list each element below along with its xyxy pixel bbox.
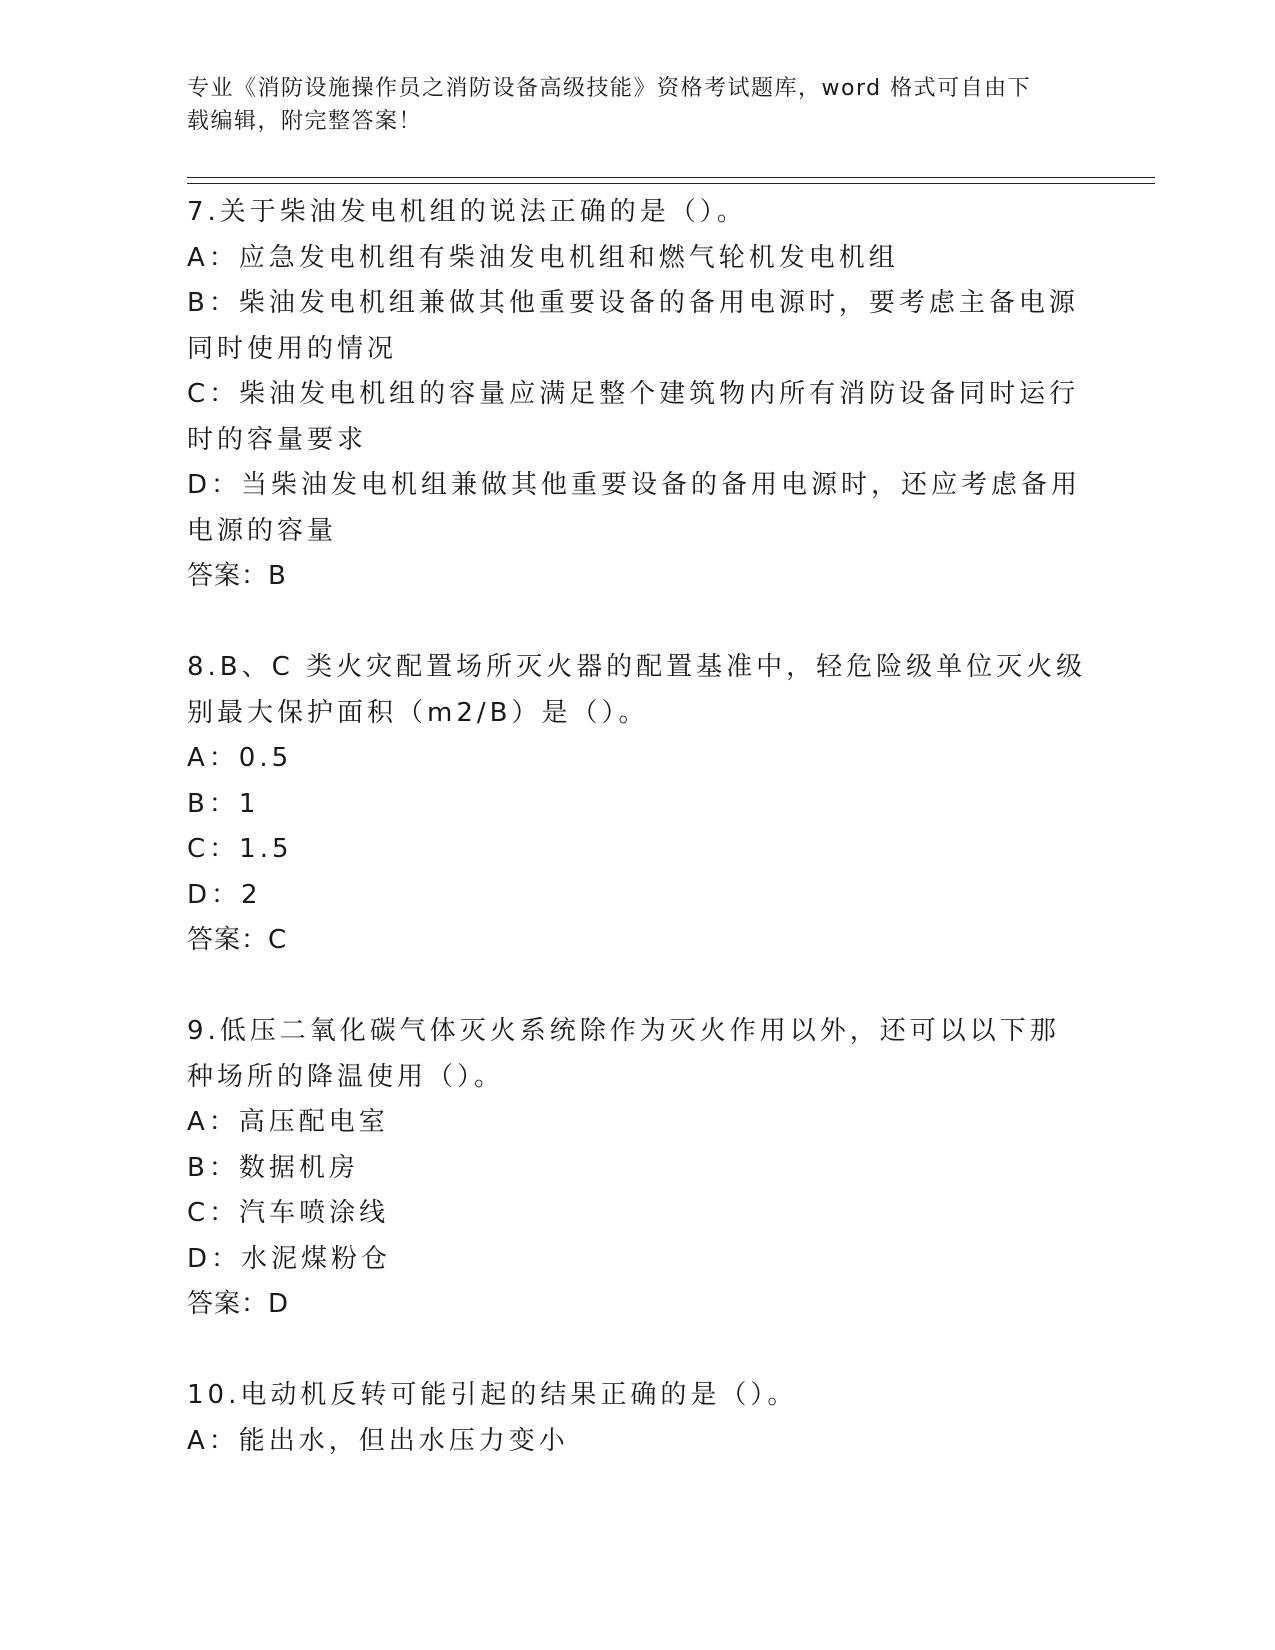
option-c: C：汽车喷涂线 bbox=[187, 1198, 390, 1228]
option-a: A：0.5 bbox=[187, 743, 293, 773]
option-c: C：柴油发电机组的容量应满足整个建筑物内所有消防设备同时运行时的容量要求 bbox=[187, 379, 1080, 455]
option-c: C：1.5 bbox=[187, 834, 293, 864]
question-item-10 bbox=[187, 1373, 1087, 1464]
question-spacer bbox=[187, 1328, 1087, 1374]
header-line-1: 专业《消防设施操作员之消防设备高级技能》资格考试题库，word 格式可自由下 bbox=[187, 76, 1032, 101]
header-divider-bottom bbox=[187, 183, 1155, 184]
question-stem: 10.电动机反转可能引起的结果正确的是（）。 bbox=[187, 1380, 798, 1410]
question-stem: 7.关于柴油发电机组的说法正确的是（）。 bbox=[187, 197, 747, 227]
question-list bbox=[187, 190, 1087, 1464]
question-spacer bbox=[187, 964, 1087, 1010]
option-a: A：能出水，但出水压力变小 bbox=[187, 1425, 569, 1456]
option-d: D：水泥煤粉仓 bbox=[187, 1243, 392, 1274]
header-divider-top bbox=[187, 177, 1155, 178]
question-spacer bbox=[187, 600, 1087, 646]
option-d: D：2 bbox=[187, 879, 262, 910]
option-b: B：数据机房 bbox=[187, 1152, 359, 1183]
option-a: A：应急发电机组有柴油发电机组和燃气轮机发电机组 bbox=[187, 242, 899, 273]
option-b: B：1 bbox=[187, 788, 260, 819]
question-stem: 9.低压二氧化碳气体灭火系统除作为灭火作用以外，还可以以下那种场所的降温使用（）。 bbox=[187, 1016, 1060, 1092]
header-line-2: 载编辑，附完整答案！ bbox=[187, 109, 423, 134]
answer-line: 答案：D bbox=[187, 1289, 290, 1319]
question-stem: 8.B、C 类火灾配置场所灭火器的配置基准中，轻危险级单位灭火级别最大保护面积（m2/B）是（）。 bbox=[187, 652, 1087, 728]
answer-line: 答案：B bbox=[187, 561, 287, 591]
option-a: A：高压配电室 bbox=[187, 1107, 389, 1137]
answer-line: 答案：C bbox=[187, 925, 288, 955]
option-b: B：柴油发电机组兼做其他重要设备的备用电源时，要考虑主备电源同时使用的情况 bbox=[187, 288, 1079, 364]
option-d: D：当柴油发电机组兼做其他重要设备的备用电源时，还应考虑备用电源的容量 bbox=[187, 470, 1082, 546]
document-header bbox=[187, 72, 1067, 138]
question-item-8 bbox=[187, 645, 1087, 964]
question-item-9 bbox=[187, 1009, 1087, 1328]
question-item-7 bbox=[187, 190, 1087, 600]
